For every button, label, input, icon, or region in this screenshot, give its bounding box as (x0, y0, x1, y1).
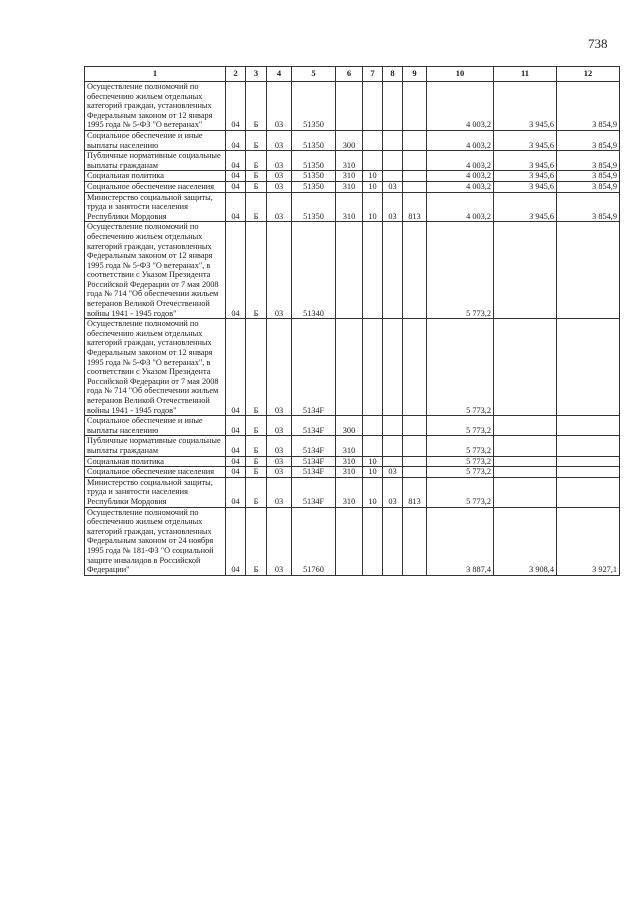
col-4-cell: 03 (267, 477, 292, 507)
col-2-cell: 04 (226, 436, 246, 456)
col-11-cell: 3 945,6 (494, 151, 557, 171)
col-12-cell: 3 854,9 (557, 171, 620, 182)
table-row (85, 477, 620, 507)
col-11-cell (494, 456, 557, 467)
col-7-cell (363, 151, 383, 171)
col-7-cell: 10 (363, 181, 383, 192)
table-row (85, 151, 620, 171)
col-10-cell: 4 003,2 (427, 181, 494, 192)
table-row (85, 467, 620, 478)
column-header: 4 (267, 67, 292, 82)
col-3-cell: Б (246, 467, 267, 478)
col-3-cell: Б (246, 151, 267, 171)
col-6-cell (336, 82, 363, 131)
col-8-cell (383, 319, 403, 416)
col-4-cell: 03 (267, 82, 292, 131)
col-5-cell: 51350 (292, 82, 336, 131)
table-row (85, 192, 620, 222)
row-name-cell: Министерство социальной защиты, труда и занятости населения Республики Мордовия (85, 192, 226, 222)
col-8-cell (383, 507, 403, 575)
col-5-cell: 5134F (292, 319, 336, 416)
col-3-cell: Б (246, 477, 267, 507)
col-10-cell: 4 003,2 (427, 171, 494, 182)
col-4-cell: 03 (267, 151, 292, 171)
col-9-cell (403, 467, 427, 478)
col-2-cell: 04 (226, 477, 246, 507)
col-6-cell (336, 319, 363, 416)
col-9-cell: 813 (403, 477, 427, 507)
col-12-cell (557, 467, 620, 478)
col-12-cell: 3 854,9 (557, 181, 620, 192)
column-header: 2 (226, 67, 246, 82)
col-4-cell: 03 (267, 222, 292, 319)
row-name-cell: Социальное обеспечение населения (85, 467, 226, 478)
col-3-cell: Б (246, 222, 267, 319)
col-4-cell: 03 (267, 436, 292, 456)
col-10-cell: 4 003,2 (427, 151, 494, 171)
col-5-cell: 51340 (292, 222, 336, 319)
col-6-cell (336, 507, 363, 575)
col-8-cell (383, 151, 403, 171)
col-7-cell (363, 507, 383, 575)
col-2-cell: 04 (226, 467, 246, 478)
col-8-cell (383, 456, 403, 467)
col-12-cell: 3 854,9 (557, 151, 620, 171)
table-row (85, 436, 620, 456)
col-8-cell: 03 (383, 192, 403, 222)
col-12-cell: 3 854,9 (557, 130, 620, 150)
row-name-cell: Социальное обеспечение населения (85, 181, 226, 192)
col-7-cell: 10 (363, 467, 383, 478)
col-11-cell (494, 319, 557, 416)
column-header: 3 (246, 67, 267, 82)
col-10-cell: 5 773,2 (427, 467, 494, 478)
col-7-cell: 10 (363, 192, 383, 222)
row-name-cell: Осуществление полномочий по обеспечению жильем отдельных категорий граждан, установленных Федеральным законом от 12 января 1995 года № 5-ФЗ "О ветеранах" (85, 82, 226, 131)
col-6-cell: 310 (336, 151, 363, 171)
col-10-cell: 5 773,2 (427, 416, 494, 436)
column-header: 11 (494, 67, 557, 82)
col-12-cell (557, 477, 620, 507)
row-name-cell: Публичные нормативные социальные выплаты гражданам (85, 436, 226, 456)
col-11-cell: 3 945,6 (494, 130, 557, 150)
col-3-cell: Б (246, 130, 267, 150)
col-9-cell (403, 151, 427, 171)
col-2-cell: 04 (226, 416, 246, 436)
col-3-cell: Б (246, 171, 267, 182)
col-7-cell (363, 436, 383, 456)
table-row (85, 82, 620, 131)
col-4-cell: 03 (267, 507, 292, 575)
col-7-cell (363, 82, 383, 131)
col-9-cell (403, 181, 427, 192)
column-header: 7 (363, 67, 383, 82)
col-2-cell: 04 (226, 82, 246, 131)
column-header: 12 (557, 67, 620, 82)
table-row (85, 319, 620, 416)
col-5-cell: 5134F (292, 416, 336, 436)
col-6-cell: 310 (336, 456, 363, 467)
col-10-cell: 5 773,2 (427, 319, 494, 416)
col-11-cell (494, 222, 557, 319)
table-body (85, 82, 620, 576)
table-row (85, 416, 620, 436)
col-9-cell (403, 507, 427, 575)
row-name-cell: Социальное обеспечение и иные выплаты населению (85, 416, 226, 436)
col-7-cell: 10 (363, 477, 383, 507)
col-5-cell: 51350 (292, 151, 336, 171)
col-5-cell: 51350 (292, 130, 336, 150)
row-name-cell: Социальная политика (85, 456, 226, 467)
col-8-cell: 03 (383, 467, 403, 478)
col-12-cell (557, 319, 620, 416)
col-10-cell: 4 003,2 (427, 82, 494, 131)
col-4-cell: 03 (267, 416, 292, 436)
col-4-cell: 03 (267, 130, 292, 150)
table-row (85, 507, 620, 575)
col-11-cell (494, 467, 557, 478)
col-2-cell: 04 (226, 507, 246, 575)
table-row (85, 171, 620, 182)
col-11-cell (494, 436, 557, 456)
col-3-cell: Б (246, 456, 267, 467)
budget-table (84, 66, 620, 576)
col-12-cell (557, 456, 620, 467)
col-5-cell: 5134F (292, 456, 336, 467)
header-row (85, 67, 620, 82)
col-11-cell: 3 945,6 (494, 171, 557, 182)
col-6-cell: 310 (336, 171, 363, 182)
col-9-cell (403, 82, 427, 131)
col-5-cell: 5134F (292, 436, 336, 456)
row-name-cell: Социальная политика (85, 171, 226, 182)
col-8-cell: 03 (383, 181, 403, 192)
col-7-cell (363, 222, 383, 319)
col-9-cell (403, 416, 427, 436)
table-row (85, 222, 620, 319)
col-3-cell: Б (246, 181, 267, 192)
column-header: 9 (403, 67, 427, 82)
page-number: 738 (588, 36, 608, 51)
col-12-cell (557, 222, 620, 319)
col-6-cell: 300 (336, 416, 363, 436)
col-12-cell: 3 927,1 (557, 507, 620, 575)
col-5-cell: 5134F (292, 467, 336, 478)
col-10-cell: 5 773,2 (427, 477, 494, 507)
row-name-cell: Осуществление полномочий по обеспечению жильем отдельных категорий граждан, установленных Федеральным законом от 12 января 1995 года № 5-ФЗ "О ветеранах", в соответствии с Указом Президента Российской Федерации от 7 мая 2008 года № 714 "Об обеспечении жильем ветеранов Великой Отечественной войны 1941 - 1945 годов" (85, 222, 226, 319)
col-5-cell: 51350 (292, 181, 336, 192)
col-11-cell: 3 945,6 (494, 181, 557, 192)
col-2-cell: 04 (226, 319, 246, 416)
col-9-cell (403, 130, 427, 150)
col-7-cell (363, 416, 383, 436)
col-2-cell: 04 (226, 151, 246, 171)
row-name-cell: Осуществление полномочий по обеспечению жильем отдельных категорий граждан, установленных Федеральным законом от 24 ноября 1995 года № 181-ФЗ "О социальной защите инвалидов в Российской Федерации" (85, 507, 226, 575)
col-7-cell (363, 130, 383, 150)
col-12-cell: 3 854,9 (557, 192, 620, 222)
col-2-cell: 04 (226, 171, 246, 182)
col-10-cell: 4 003,2 (427, 130, 494, 150)
col-3-cell: Б (246, 416, 267, 436)
col-2-cell: 04 (226, 222, 246, 319)
col-7-cell: 10 (363, 456, 383, 467)
table-row (85, 130, 620, 150)
row-name-cell: Публичные нормативные социальные выплаты гражданам (85, 151, 226, 171)
col-6-cell: 310 (336, 181, 363, 192)
col-7-cell: 10 (363, 171, 383, 182)
col-9-cell (403, 436, 427, 456)
col-2-cell: 04 (226, 456, 246, 467)
col-6-cell: 310 (336, 467, 363, 478)
col-6-cell: 310 (336, 477, 363, 507)
row-name-cell: Министерство социальной защиты, труда и занятости населения Республики Мордовия (85, 477, 226, 507)
col-10-cell: 5 773,2 (427, 222, 494, 319)
col-12-cell (557, 436, 620, 456)
col-8-cell: 03 (383, 477, 403, 507)
col-4-cell: 03 (267, 171, 292, 182)
col-10-cell: 5 773,2 (427, 456, 494, 467)
col-5-cell: 51760 (292, 507, 336, 575)
col-10-cell: 4 003,2 (427, 192, 494, 222)
col-4-cell: 03 (267, 467, 292, 478)
column-header: 6 (336, 67, 363, 82)
col-8-cell (383, 416, 403, 436)
col-3-cell: Б (246, 507, 267, 575)
col-11-cell: 3 945,6 (494, 192, 557, 222)
col-11-cell: 3 945,6 (494, 82, 557, 131)
column-header: 1 (85, 67, 226, 82)
col-10-cell: 3 887,4 (427, 507, 494, 575)
col-3-cell: Б (246, 192, 267, 222)
col-2-cell: 04 (226, 181, 246, 192)
col-5-cell: 5134F (292, 477, 336, 507)
col-8-cell (383, 130, 403, 150)
col-11-cell (494, 416, 557, 436)
row-name-cell: Социальное обеспечение и иные выплаты населению (85, 130, 226, 150)
row-name-cell: Осуществление полномочий по обеспечению жильем отдельных категорий граждан, установленных Федеральным законом от 12 января 1995 года № 5-ФЗ "О ветеранах", в соответствии с Указом Президента Российской Федерации от 7 мая 2008 года № 714 "Об обеспечении жильем ветеранов Великой Отечественной войны 1941 - 1945 годов" (85, 319, 226, 416)
col-6-cell (336, 222, 363, 319)
col-9-cell (403, 456, 427, 467)
col-5-cell: 51350 (292, 171, 336, 182)
col-8-cell (383, 222, 403, 319)
col-8-cell (383, 171, 403, 182)
col-9-cell (403, 222, 427, 319)
col-12-cell (557, 416, 620, 436)
col-3-cell: Б (246, 319, 267, 416)
col-3-cell: Б (246, 82, 267, 131)
col-9-cell (403, 319, 427, 416)
col-9-cell (403, 171, 427, 182)
column-header: 10 (427, 67, 494, 82)
col-12-cell: 3 854,9 (557, 82, 620, 131)
col-9-cell: 813 (403, 192, 427, 222)
column-header: 5 (292, 67, 336, 82)
col-5-cell: 51350 (292, 192, 336, 222)
column-header: 8 (383, 67, 403, 82)
col-6-cell: 310 (336, 192, 363, 222)
col-4-cell: 03 (267, 181, 292, 192)
table-row (85, 181, 620, 192)
col-6-cell: 300 (336, 130, 363, 150)
col-8-cell (383, 82, 403, 131)
col-4-cell: 03 (267, 319, 292, 416)
col-7-cell (363, 319, 383, 416)
table-row (85, 456, 620, 467)
col-2-cell: 04 (226, 130, 246, 150)
col-11-cell (494, 477, 557, 507)
col-4-cell: 03 (267, 192, 292, 222)
col-4-cell: 03 (267, 456, 292, 467)
col-10-cell: 5 773,2 (427, 436, 494, 456)
col-8-cell (383, 436, 403, 456)
col-11-cell: 3 908,4 (494, 507, 557, 575)
col-3-cell: Б (246, 436, 267, 456)
col-6-cell: 310 (336, 436, 363, 456)
col-2-cell: 04 (226, 192, 246, 222)
